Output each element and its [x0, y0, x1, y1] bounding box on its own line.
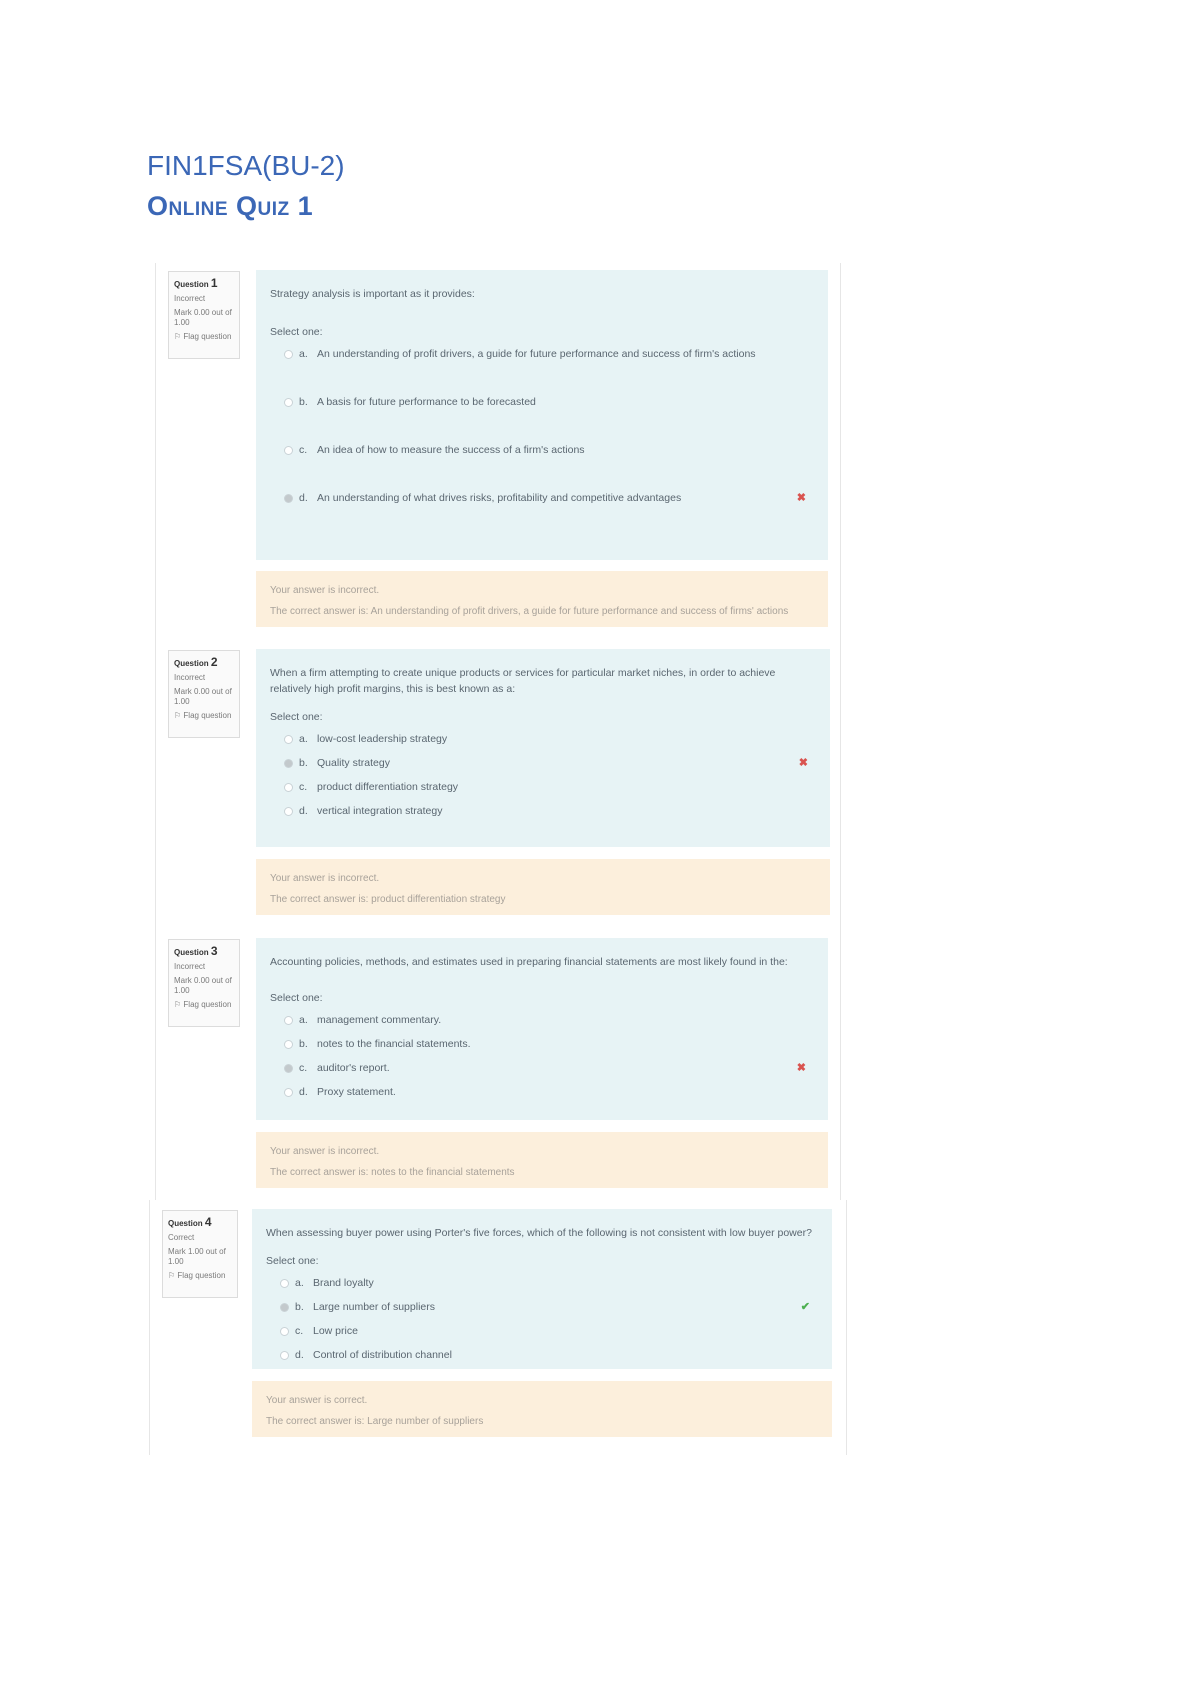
- feedback-result: Your answer is incorrect.: [270, 585, 380, 596]
- answer-option[interactable]: b. A basis for future performance to be forecasted: [270, 390, 814, 438]
- answer-option[interactable]: c. product differentiation strategy: [270, 775, 816, 799]
- answer-option[interactable]: a. Brand loyalty: [266, 1271, 818, 1295]
- frame-line-right: [840, 263, 841, 1200]
- incorrect-icon: ✖: [796, 1062, 806, 1074]
- document-title: FIN1FSA(BU-2): [147, 150, 345, 181]
- radio-button[interactable]: [280, 1327, 289, 1336]
- radio-button[interactable]: [284, 1016, 293, 1025]
- radio-button[interactable]: [284, 1088, 293, 1097]
- question-content: [256, 938, 828, 1120]
- select-one-label: Select one:: [270, 711, 323, 723]
- question-state: Incorrect: [174, 673, 206, 682]
- question-number: Question 2: [174, 655, 218, 669]
- question-text: When assessing buyer power using Porter's five forces, which of the following is not consistent with low buyer power?: [266, 1227, 812, 1239]
- question-mark: Mark 0.00 out of 1.00: [174, 687, 232, 706]
- answer-option[interactable]: d. vertical integration strategy: [270, 799, 816, 823]
- feedback-result: Your answer is correct.: [266, 1395, 368, 1406]
- flag-question-link[interactable]: ⚐ Flag question: [174, 1000, 232, 1009]
- question-text: When a firm attempting to create unique products or services for particular market niches, in order to achieve relatively high profit margins, this is best known as a:: [270, 667, 776, 695]
- radio-button[interactable]: [280, 1279, 289, 1288]
- flag-question-link[interactable]: ⚐ Flag question: [174, 332, 232, 341]
- radio-button[interactable]: [280, 1351, 289, 1360]
- answer-option[interactable]: b. Quality strategy ✖: [270, 751, 816, 775]
- answer-option[interactable]: a. An understanding of profit drivers, a guide for future performance and success of firm's actions: [270, 342, 814, 390]
- question-mark: Mark 1.00 out of 1.00: [168, 1247, 226, 1266]
- feedback-result: Your answer is incorrect.: [270, 873, 380, 884]
- question-state: Incorrect: [174, 294, 206, 303]
- radio-button[interactable]: [284, 783, 293, 792]
- answer-option[interactable]: d. An understanding of what drives risks, profitability and competitive advantages ✖: [270, 486, 814, 534]
- document-subtitle: Online Quiz 1: [147, 191, 314, 221]
- incorrect-icon: ✖: [796, 492, 806, 504]
- frame-line-right-2: [846, 1200, 847, 1455]
- answer-option[interactable]: a. management commentary.: [270, 1008, 814, 1032]
- answer-feedback: [256, 859, 830, 915]
- answer-feedback: [252, 1381, 832, 1437]
- question-info: [168, 650, 240, 738]
- flag-question-link[interactable]: ⚐ Flag question: [174, 711, 232, 720]
- select-one-label: Select one:: [270, 326, 323, 338]
- radio-button-selected[interactable]: [284, 759, 293, 768]
- question-state: Incorrect: [174, 962, 206, 971]
- answer-option[interactable]: a. low-cost leadership strategy: [270, 727, 816, 751]
- question-info: [168, 271, 240, 359]
- answer-feedback: [256, 571, 828, 627]
- feedback-result: Your answer is incorrect.: [270, 1146, 380, 1157]
- flag-question-link[interactable]: ⚐ Flag question: [168, 1271, 226, 1280]
- select-one-label: Select one:: [266, 1255, 319, 1267]
- question-number: Question 4: [168, 1215, 212, 1229]
- radio-button-selected[interactable]: [284, 494, 293, 503]
- answer-feedback: [256, 1132, 828, 1188]
- feedback-correct-answer: The correct answer is: An understanding of profit drivers, a guide for future performance and success of firms' actions: [270, 606, 789, 617]
- radio-button[interactable]: [284, 446, 293, 455]
- question-info: [168, 939, 240, 1027]
- feedback-correct-answer: The correct answer is: notes to the financial statements: [270, 1167, 515, 1178]
- answer-option[interactable]: b. Large number of suppliers ✔: [266, 1295, 818, 1319]
- question-mark: Mark 0.00 out of 1.00: [174, 308, 232, 327]
- question-content: [252, 1209, 832, 1369]
- radio-button-selected[interactable]: [280, 1303, 289, 1312]
- correct-checkmark-icon: ✔: [800, 1301, 810, 1313]
- question-state: Correct: [168, 1233, 195, 1242]
- answer-option[interactable]: c. An idea of how to measure the success of a firm's actions: [270, 438, 814, 486]
- feedback-correct-answer: The correct answer is: Large number of suppliers: [266, 1416, 484, 1427]
- question-number: Question 3: [174, 944, 218, 958]
- question-text: Strategy analysis is important as it provides:: [270, 288, 475, 300]
- answer-option[interactable]: b. notes to the financial statements.: [270, 1032, 814, 1056]
- radio-button[interactable]: [284, 807, 293, 816]
- frame-line-left: [155, 263, 156, 1200]
- frame-line-left-2: [149, 1200, 150, 1455]
- answer-option[interactable]: d. Proxy statement.: [270, 1080, 814, 1104]
- answer-option[interactable]: c. Low price: [266, 1319, 818, 1343]
- question-content: [256, 270, 828, 560]
- answer-option[interactable]: d. Control of distribution channel: [266, 1343, 818, 1367]
- radio-button[interactable]: [284, 1040, 293, 1049]
- feedback-correct-answer: The correct answer is: product differentiation strategy: [270, 894, 506, 905]
- question-number: Question 1: [174, 276, 218, 290]
- answer-option[interactable]: c. auditor's report. ✖: [270, 1056, 814, 1080]
- select-one-label: Select one:: [270, 992, 323, 1004]
- radio-button-selected[interactable]: [284, 1064, 293, 1073]
- question-mark: Mark 0.00 out of 1.00: [174, 976, 232, 995]
- radio-button[interactable]: [284, 398, 293, 407]
- radio-button[interactable]: [284, 735, 293, 744]
- question-text: Accounting policies, methods, and estimates used in preparing financial statements are most likely found in the:: [270, 956, 788, 968]
- question-info: [162, 1210, 238, 1298]
- question-content: [256, 649, 830, 847]
- radio-button[interactable]: [284, 350, 293, 359]
- incorrect-icon: ✖: [798, 757, 808, 769]
